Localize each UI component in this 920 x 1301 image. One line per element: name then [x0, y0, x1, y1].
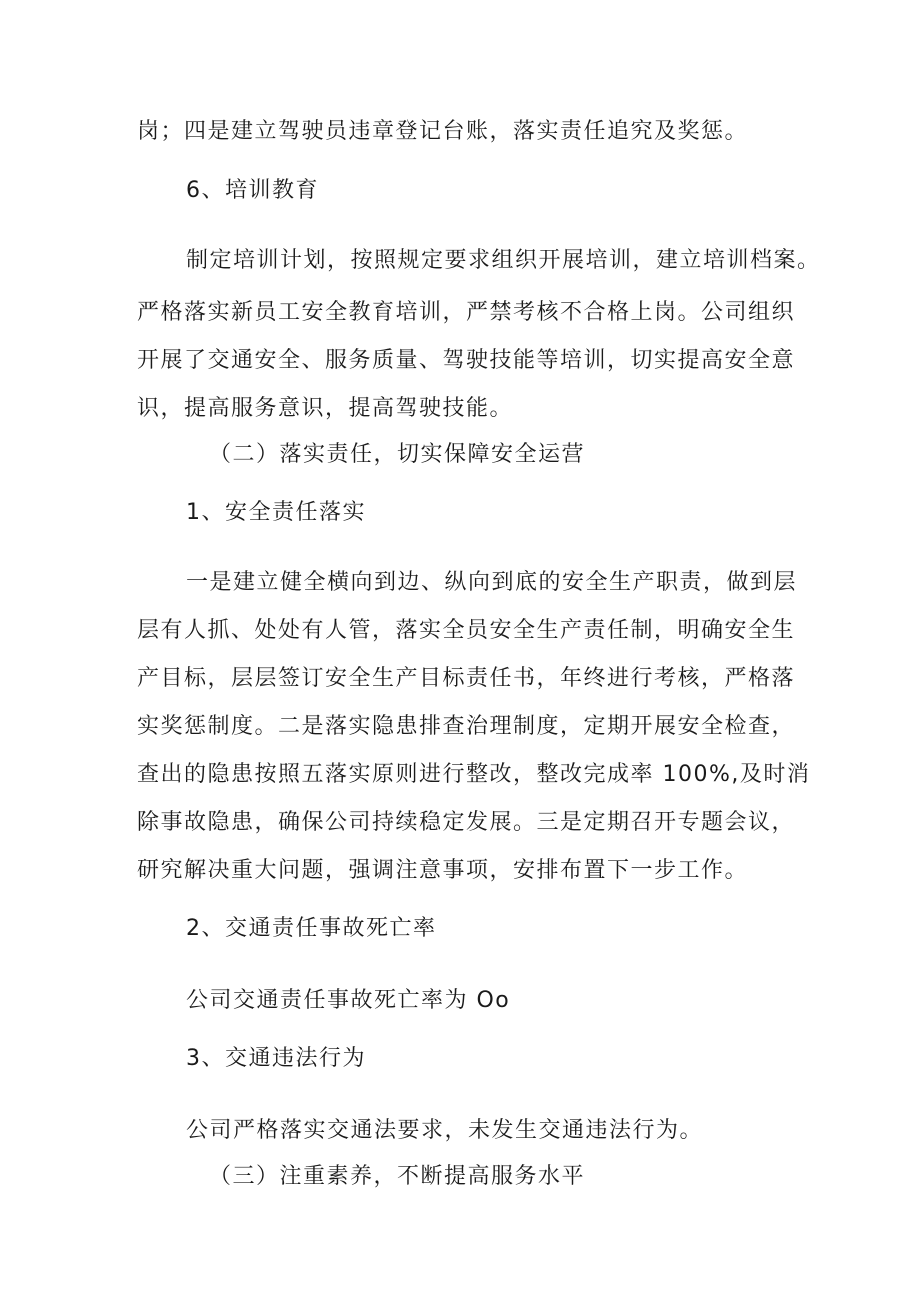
paragraph-line: 实奖惩制度。二是落实隐患排查治理制度，定期开展安全检查， — [137, 714, 796, 739]
item-heading-2: 2、交通责任事故死亡率 — [186, 916, 437, 941]
section-heading-3: （三）注重素养，不断提高服务水平 — [209, 1164, 586, 1189]
section-heading-2: （二）落实责任，切实保障安全运营 — [209, 442, 586, 467]
paragraph-line: 识，提高服务意识，提高驾驶技能。 — [137, 396, 514, 421]
paragraph-line: 制定培训计划，按照规定要求组织开展培训，建立培训档案。 — [186, 248, 821, 273]
item-heading-1: 1、安全责任落实 — [186, 500, 366, 525]
paragraph-line: 严格落实新员工安全教育培训，严禁考核不合格上岗。公司组织 — [137, 300, 796, 325]
item-heading-3: 3、交通违法行为 — [186, 1046, 366, 1071]
paragraph-line: 一是建立健全横向到边、纵向到底的安全生产职责，做到层 — [186, 570, 798, 595]
paragraph-line: 层有人抓、处处有人管，落实全员安全生产责任制，明确安全生 — [137, 618, 796, 643]
paragraph-line: 产目标，层层签订安全生产目标责任书，年终进行考核，严格落 — [137, 666, 796, 691]
paragraph-line: 除事故隐患，确保公司持续稳定发展。三是定期召开专题会议， — [137, 810, 796, 835]
paragraph-line: 开展了交通安全、服务质量、驾驶技能等培训，切实提高安全意 — [137, 348, 796, 373]
paragraph-line: 研究解决重大问题，强调注意事项，安排布置下一步工作。 — [137, 858, 749, 883]
paragraph-line: 查出的隐患按照五落实原则进行整改，整改完成率 100%,及时消 — [137, 762, 811, 787]
paragraph-line: 岗；四是建立驾驶员违章登记台账，落实责任追究及奖惩。 — [137, 119, 749, 144]
paragraph-line: 公司交通责任事故死亡率为 Oo — [186, 988, 511, 1013]
paragraph-line: 公司严格落实交通法要求，未发生交通违法行为。 — [186, 1118, 704, 1143]
section-heading-training: 6、培训教育 — [186, 178, 319, 203]
